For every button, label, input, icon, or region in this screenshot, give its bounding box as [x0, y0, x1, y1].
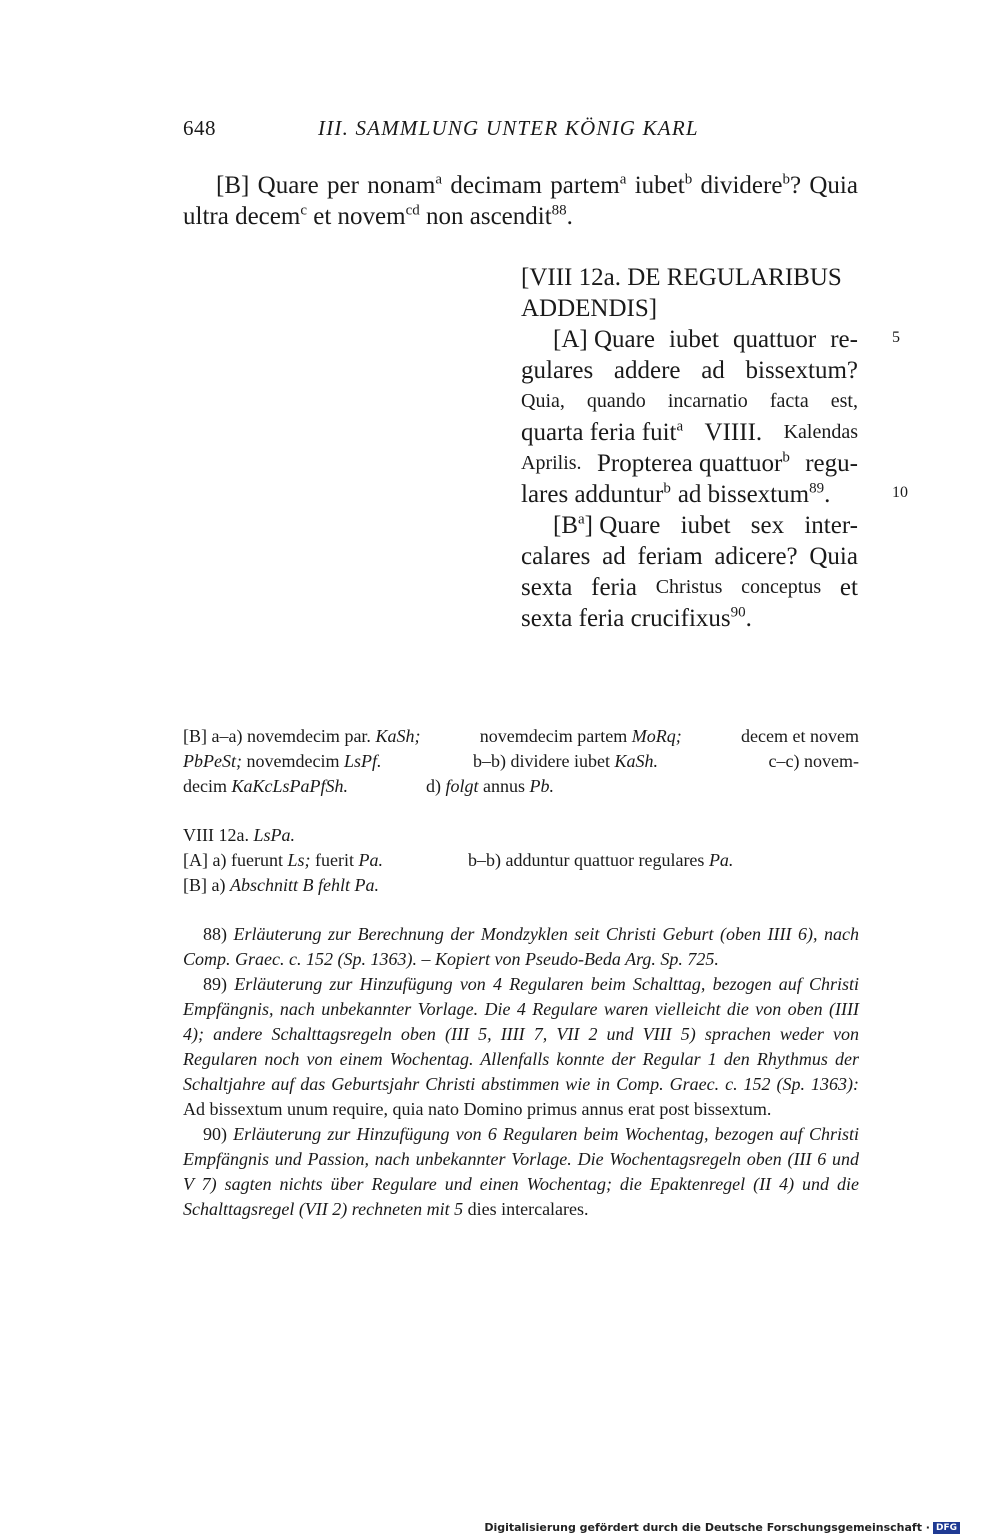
dfg-logo: DFG [933, 1522, 960, 1534]
margin-line-10: 10 [892, 484, 908, 501]
page-number: 648 [183, 116, 216, 140]
footnote-88: 88) Erläuterung zur Berechnung der Mondzyklen seit Christi Geburt (oben IIII 6), nach Comp. Graec. c. 152 (Sp. 1363). – Kopiert von Pseudo-Beda Arg. Sp. 725. [183, 924, 859, 969]
digitization-credit [484, 1521, 960, 1534]
b-paragraph-line-1: [B] Quare per nonam$^a$ decimam partem$^a$ iubet$^b$ dividere$^b$? Quia [216, 171, 858, 199]
footnote-89: 89) Erläuterung zur Hinzufügung von 4 Regularen beim Schalttag, bezogen auf Christi Empfängnis, nach unbekannter Vorlage. Die 4 Regulare waren vielleicht die von oben (IIII 4); andere Schalttagsregeln oben (III 5, IIII 7, VII 2 und VIII 5) sprachen weder von Regularen noch von einem Wochentag. Allenfalls konnte der Regular 1 den Rhythmus der Schaltjahre auf das Geburtsjahr Christi abstimmen wie in Comp. Graec. c. 152 (Sp. 1363): Ad bissextum unum require, quia nato Domino primus annus erat post bissextum. [183, 974, 860, 1119]
credit-text: Digitalisierung gefördert durch die Deutsche Forschungsgemeinschaft · [484, 1521, 930, 1534]
section-a-text: [A] Quare iubet quattuor re- gulares addere ad bissextum? Quia, quando incarnatio facta est, quarta feria fuit$^a$ VIIII. Kalendas Aprilis. Propterea quattuor$^b$ regu- lares adduntur$^b$ ad bissextum$^{89}$. [521, 326, 858, 508]
apparatus-b: [B] a–a) novemdecim par. KaSh; novemdecim partem MoRq; decem et novem PbPeSt; novemdecim LsPf. b–b) dividere iubet KaSh. c–c) novem- decim KaKcLsPaPfSh. d) folgt annus Pb. [183, 726, 859, 796]
footnote-90: 90) Erläuterung zur Hinzufügung von 6 Regularen beim Wochentag, bezogen auf Christi Empfängnis und Passion, nach unbekannter Vorlage. Die Wochentagsregeln oben (III 6 und V 7) sagten nichts über Regulare und einen Wochentag; die Epaktenregel (II 4) und die Schalttagsregel (VII 2) rechneten mit 5 dies intercalares. [183, 1124, 859, 1219]
b-paragraph-line-2: ultra decem$^c$ et novem$^{cd}$ non ascendit$^{88}$. [183, 202, 573, 230]
footnotes [183, 922, 859, 1222]
margin-line-5: 5 [892, 329, 900, 346]
apparatus-viii: VIII 12a. LsPa. [A] a) fuerunt Ls; fuerit Pa. b–b) adduntur quattuor regulares Pa. [B] a) Abschnitt B fehlt Pa. [183, 825, 734, 895]
section-title: [VIII 12a. DE REGULARIBUS ADDENDIS] [521, 264, 842, 322]
section-b-text: $[B^a]$ Quare iubet sex inter- calares ad feriam adicere? Quia sexta feria Christus conceptus et sexta feria crucifixus$^{90}$. [521, 511, 858, 632]
running-title: III. SAMMLUNG UNTER KÖNIG KARL [318, 116, 699, 140]
